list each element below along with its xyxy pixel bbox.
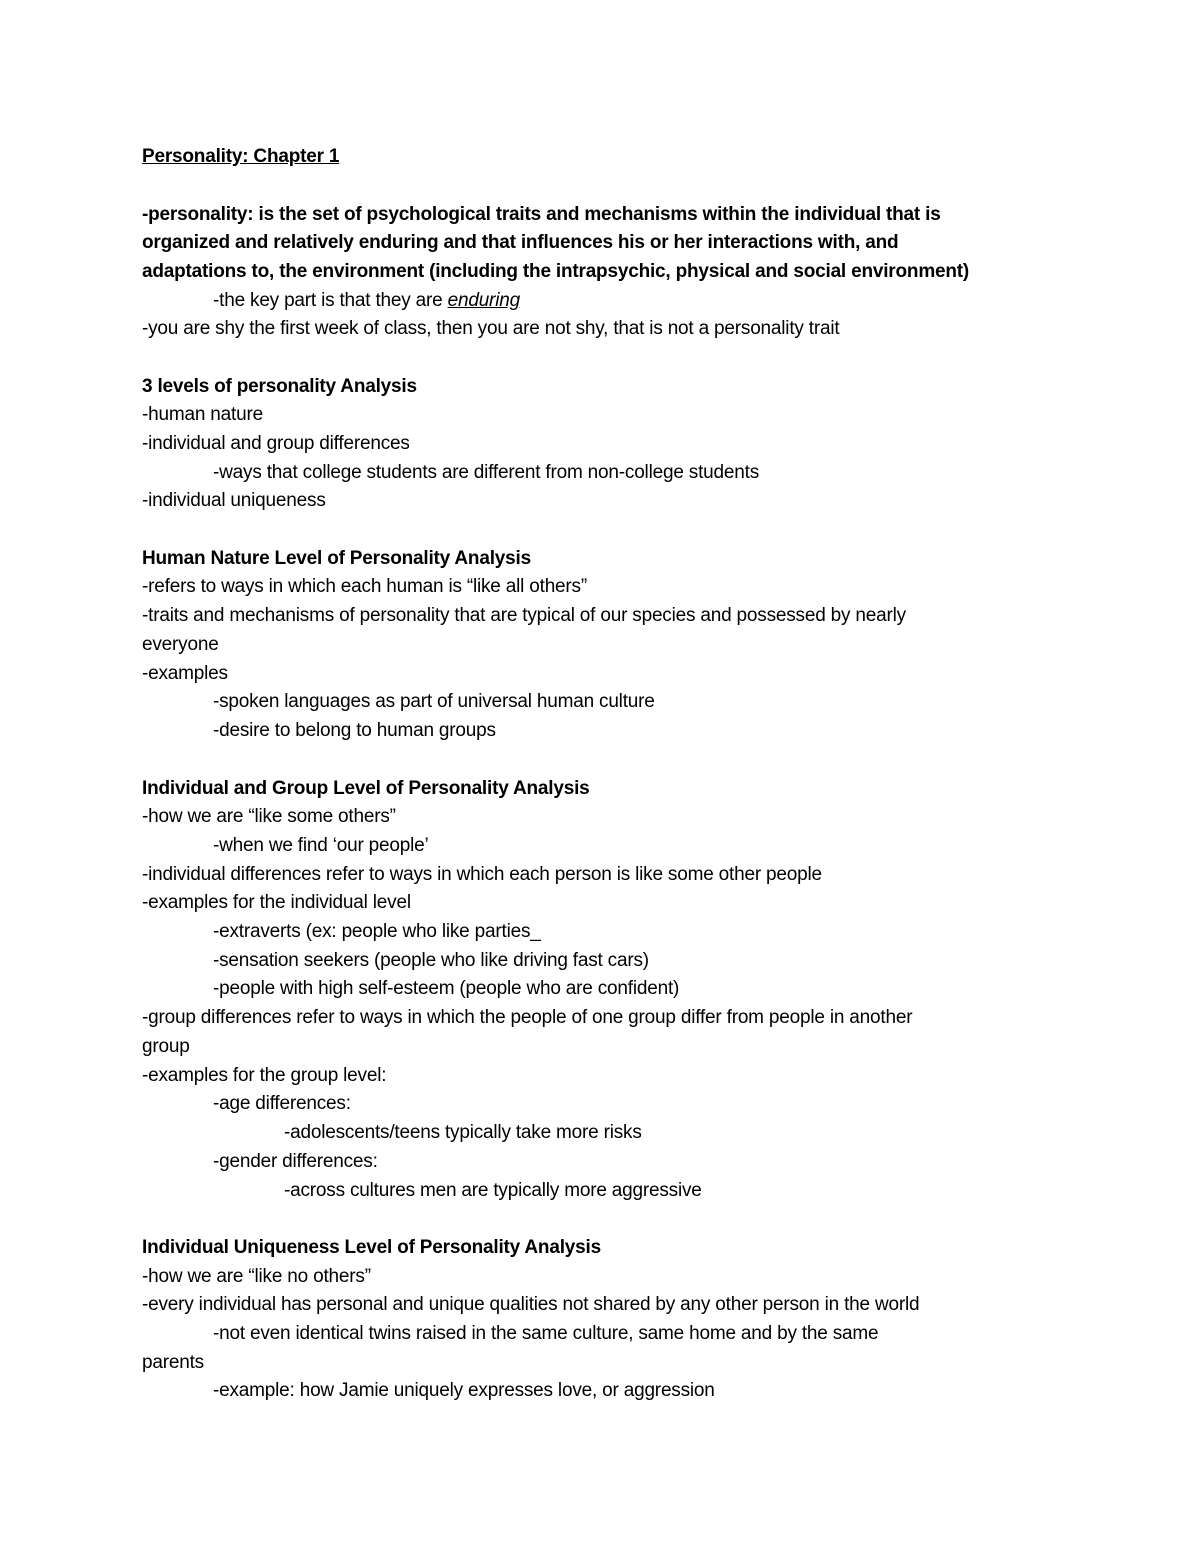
list-item: -how we are “like no others”	[142, 1266, 371, 1287]
list-item: -refers to ways in which each human is “like all others”	[142, 576, 587, 597]
list-subitem: -sensation seekers (people who like driving fast cars)	[213, 950, 649, 971]
list-item: -individual differences refer to ways in which each person is like some other people	[142, 864, 822, 885]
list-subitem: -spoken languages as part of universal human culture	[213, 691, 655, 712]
list-item: -examples	[142, 663, 228, 684]
list-subitem: -desire to belong to human groups	[213, 720, 496, 741]
shy-example-line: -you are shy the first week of class, then you are not shy, that is not a personality trait	[142, 318, 840, 339]
list-subitem: -gender differences:	[213, 1151, 378, 1172]
list-subitem: -ways that college students are different from non-college students	[213, 462, 760, 483]
list-item-continued: group	[142, 1036, 190, 1057]
uniqueness-heading: Individual Uniqueness Level of Personality Analysis	[142, 1237, 601, 1258]
key-part-emphasis: enduring	[447, 290, 520, 311]
key-part-prefix: -the key part is that they are	[213, 290, 448, 311]
document-title: Personality: Chapter 1	[142, 146, 340, 167]
individual-group-heading: Individual and Group Level of Personality Analysis	[142, 778, 590, 799]
list-subitem: -extraverts (ex: people who like parties_	[213, 921, 541, 942]
list-item: -examples for the group level:	[142, 1065, 387, 1086]
key-part-line	[213, 289, 520, 313]
list-item-continued: parents	[142, 1352, 204, 1373]
list-subitem: -age differences:	[213, 1093, 351, 1114]
list-item: -how we are “like some others”	[142, 806, 396, 827]
list-item: -every individual has personal and unique qualities not shared by any other person in the world	[142, 1294, 920, 1315]
list-subsubitem: -adolescents/teens typically take more risks	[284, 1122, 642, 1143]
list-item: -group differences refer to ways in which the people of one group differ from people in another	[142, 1007, 913, 1028]
definition-line: organized and relatively enduring and that influences his or her interactions with, and	[142, 232, 899, 253]
list-item: -individual uniqueness	[142, 490, 326, 511]
definition-line: adaptations to, the environment (including the intrapsychic, physical and social environment)	[142, 261, 970, 282]
human-nature-heading: Human Nature Level of Personality Analysis	[142, 548, 531, 569]
levels-heading: 3 levels of personality Analysis	[142, 376, 417, 397]
list-item-continued: everyone	[142, 634, 219, 655]
list-subitem: -people with high self-esteem (people who are confident)	[213, 978, 680, 999]
definition-line: -personality: is the set of psychological traits and mechanisms within the individual that is	[142, 204, 941, 225]
list-subitem: -not even identical twins raised in the same culture, same home and by the same	[213, 1323, 879, 1344]
list-item: -individual and group differences	[142, 433, 410, 454]
list-subitem: -when we find ‘our people’	[213, 835, 429, 856]
list-subitem: -example: how Jamie uniquely expresses love, or aggression	[213, 1380, 715, 1401]
list-subsubitem: -across cultures men are typically more aggressive	[284, 1180, 702, 1201]
list-item: -human nature	[142, 404, 263, 425]
list-item: -examples for the individual level	[142, 892, 411, 913]
list-item: -traits and mechanisms of personality that are typical of our species and possessed by nearly	[142, 605, 906, 626]
